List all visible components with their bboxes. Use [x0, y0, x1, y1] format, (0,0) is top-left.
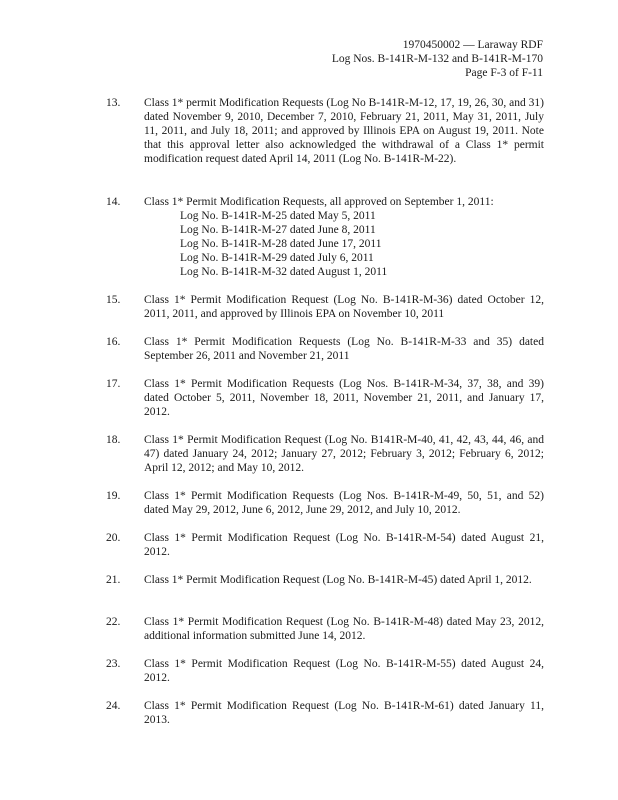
item-number: 20. [106, 532, 121, 544]
item-text: Class 1* Permit Modification Requests (Log Nos. B-141R-M-49, 50, 51, and 52) dated May 29, 2012, June 6, 2012, June 29, 2012, and July 10, 2012. [144, 490, 544, 516]
item-number: 18. [106, 434, 121, 446]
sub-item: Log No. B-141R-M-29 dated July 6, 2011 [180, 252, 374, 264]
item-text: Class 1* Permit Modification Request (Log No. B-141R-M-48) dated May 23, 2012, additional information submitted June 14, 2012. [144, 616, 544, 642]
item-text: Class 1* permit Modification Requests (Log No B-141R-M-12, 17, 19, 26, 30, and 31) dated November 9, 2010, December 7, 2010, February 21, 2011, May 31, 2011, July 11, 2011, and July 18, 2011; and approved by Illinois EPA on August 19, 2011. Note that this approval letter also acknowledged the withdrawal of a Class 1* permit modification request dated April 14, 2011 (Log No. B-141R-M-22). [144, 97, 544, 165]
item-text: Class 1* Permit Modification Requests, all approved on September 1, 2011: [144, 196, 494, 208]
item-text: Class 1* Permit Modification Request (Log No. B-141R-M-55) dated August 24, 2012. [144, 658, 544, 684]
header-facility-id: 1970450002 — Laraway RDF [402, 39, 543, 51]
item-text: Class 1* Permit Modification Request (Log No. B141R-M-40, 41, 42, 43, 44, 46, and 47) dated January 24, 2012; January 27, 2012; February 3, 2012; February 6, 2012; April 12, 2012; and May 10, 2012. [144, 434, 544, 474]
item-number: 14. [106, 196, 121, 208]
item-number: 16. [106, 336, 121, 348]
sub-item: Log No. B-141R-M-27 dated June 8, 2011 [180, 224, 376, 236]
item-text: Class 1* Permit Modification Request (Log No. B-141R-M-36) dated October 12, 2011, 2011, and approved by Illinois EPA on November 10, 2011 [144, 294, 544, 320]
header-page-number: Page F-3 of F-11 [465, 67, 543, 79]
header-log-numbers: Log Nos. B-141R-M-132 and B-141R-M-170 [331, 53, 543, 65]
sub-item: Log No. B-141R-M-25 dated May 5, 2011 [180, 210, 376, 222]
item-number: 23. [106, 658, 121, 670]
item-text-block [144, 195, 544, 279]
item-text: Class 1* Permit Modification Request (Log No. B-141R-M-45) dated April 1, 2012. [144, 574, 532, 586]
item-number: 13. [106, 97, 121, 109]
item-number: 15. [106, 294, 121, 306]
item-number: 22. [106, 616, 121, 628]
item-number: 24. [106, 700, 121, 712]
sub-item: Log No. B-141R-M-28 dated June 17, 2011 [180, 238, 382, 250]
item-number: 19. [106, 490, 121, 502]
item-text: Class 1* Permit Modification Requests (Log Nos. B-141R-M-34, 37, 38, and 39) dated October 5, 2011, November 18, 2011, November 21, 2011, and January 17, 2012. [144, 378, 544, 418]
item-number: 21. [106, 574, 121, 586]
sub-item: Log No. B-141R-M-32 dated August 1, 2011 [180, 266, 388, 278]
item-number: 17. [106, 378, 121, 390]
item-text: Class 1* Permit Modification Requests (Log No. B-141R-M-33 and 35) dated September 26, 2011 and November 21, 2011 [144, 336, 544, 362]
item-text: Class 1* Permit Modification Request (Log No. B-141R-M-61) dated January 11, 2013. [144, 700, 544, 726]
item-text: Class 1* Permit Modification Request (Log No. B-141R-M-54) dated August 21, 2012. [144, 532, 544, 558]
